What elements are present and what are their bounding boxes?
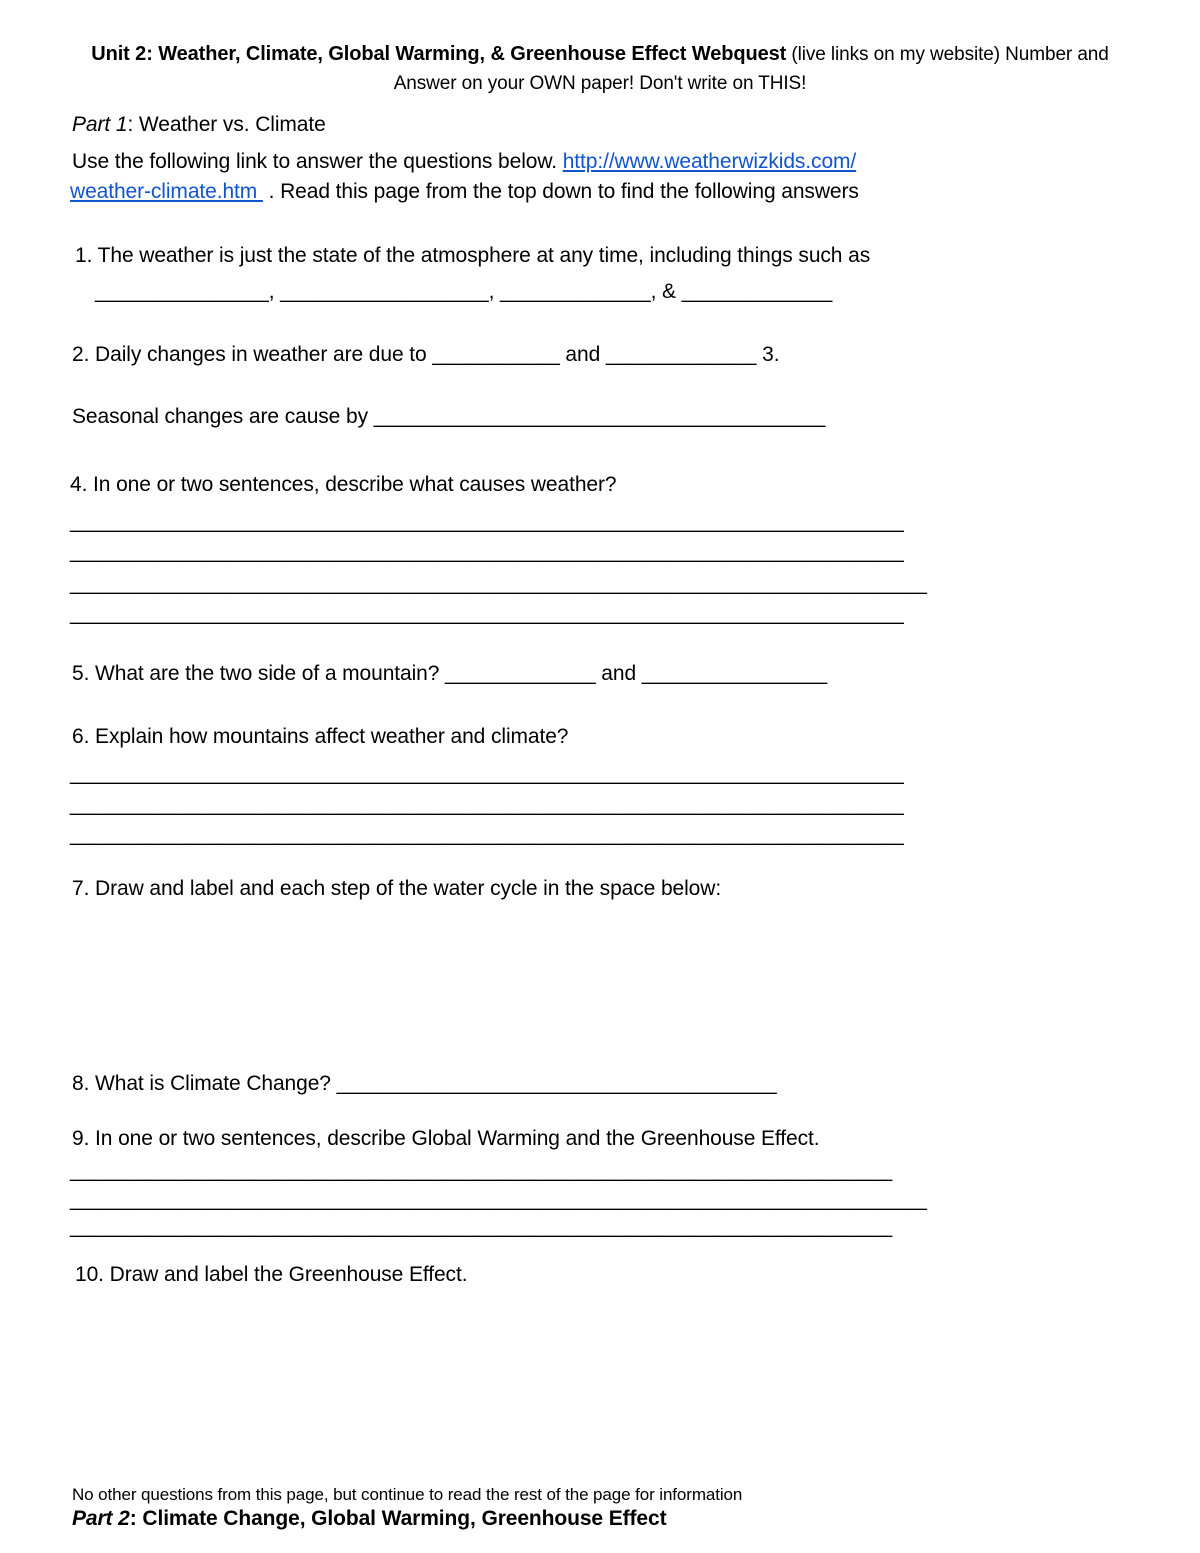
- answer-line: __________________________________________________________________________: [70, 572, 927, 595]
- answer-line: _______________________________________________________________________: [70, 1215, 893, 1238]
- footer-note: No other questions from this page, but continue to read the rest of the page for information: [72, 1485, 743, 1504]
- part2-title: : Climate Change, Global Warming, Greenhouse Effect: [129, 1507, 667, 1530]
- intro-line-2: [70, 179, 859, 205]
- question-1: 1. The weather is just the state of the atmosphere at any time, including things such as: [75, 244, 871, 267]
- question-3: Seasonal changes are cause by _______________________________________: [72, 405, 826, 428]
- question-4: 4. In one or two sentences, describe what causes weather?: [70, 473, 617, 496]
- answer-line: ________________________________________________________________________: [70, 602, 904, 625]
- question-9: 9. In one or two sentences, describe Global Warming and the Greenhouse Effect.: [72, 1127, 820, 1150]
- question-2: 2. Daily changes in weather are due to ___________ and _____________ 3.: [72, 343, 780, 366]
- part1-label: Part 1: [72, 113, 128, 136]
- worksheet-title: [0, 40, 1200, 98]
- part2-label: Part 2: [72, 1507, 130, 1530]
- answer-line: _______________________________________________________________________: [70, 1159, 893, 1182]
- question-5: 5. What are the two side of a mountain? _____________ and ________________: [72, 662, 828, 685]
- intro-line-1: [72, 149, 856, 175]
- question-1-blanks: _______________, __________________, _____________, & _____________: [95, 280, 833, 303]
- part1-heading: [72, 112, 326, 138]
- answer-line: ________________________________________________________________________: [70, 762, 904, 785]
- answer-line: ________________________________________________________________________: [70, 793, 904, 816]
- question-7: 7. Draw and label and each step of the water cycle in the space below:: [72, 877, 722, 900]
- question-8: 8. What is Climate Change? ______________________________________: [72, 1072, 777, 1095]
- intro-text-after: . Read this page from the top down to find the following answers: [262, 180, 859, 203]
- answer-line: ________________________________________________________________________: [70, 823, 904, 846]
- title-note: (live links on my website) Number and Answer on your OWN paper! Don't write on THIS!: [393, 44, 1109, 94]
- answer-line: ________________________________________________________________________: [70, 510, 904, 533]
- question-6: 6. Explain how mountains affect weather and climate?: [72, 725, 569, 748]
- title-bold: Unit 2: Weather, Climate, Global Warming, & Greenhouse Effect Webquest: [91, 43, 787, 65]
- weather-link-part1[interactable]: http://www.weatherwizkids.com/: [562, 150, 857, 173]
- weather-link-part2[interactable]: weather-climate.htm: [70, 180, 263, 203]
- answer-line: __________________________________________________________________________: [70, 1188, 927, 1211]
- answer-line: ________________________________________________________________________: [70, 540, 904, 563]
- part1-title: : Weather vs. Climate: [127, 113, 326, 136]
- question-10: 10. Draw and label the Greenhouse Effect.: [75, 1263, 468, 1286]
- intro-text: Use the following link to answer the questions below.: [72, 150, 563, 173]
- part2-heading: [72, 1506, 666, 1532]
